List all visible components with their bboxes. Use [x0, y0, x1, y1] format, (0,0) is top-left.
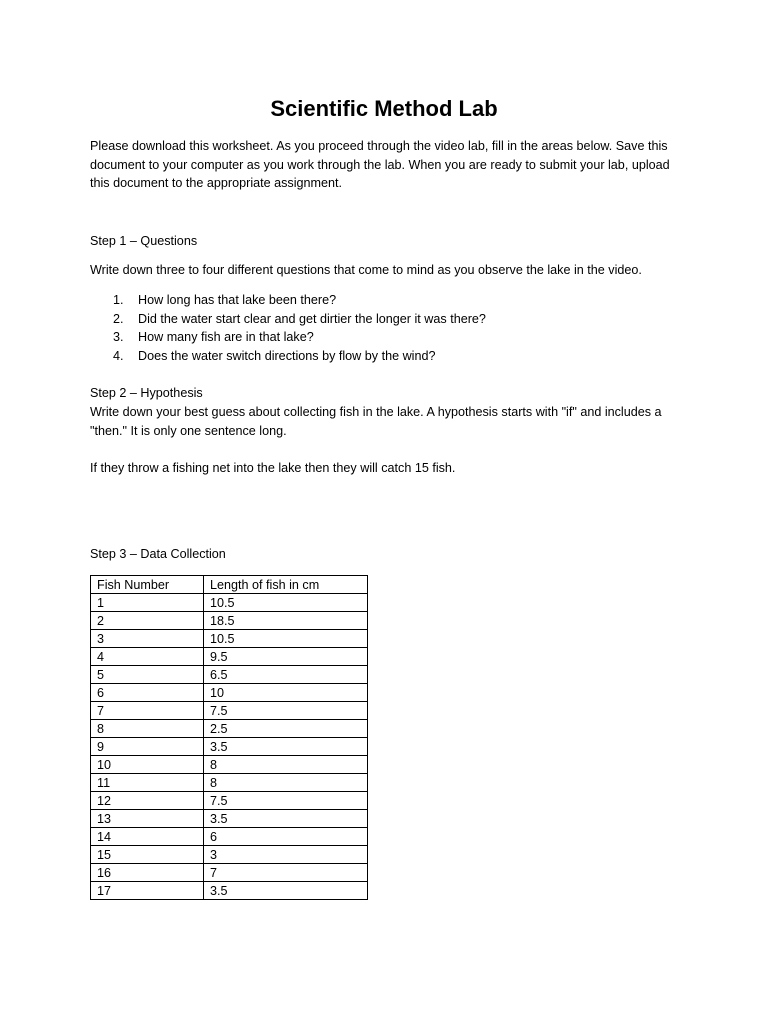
- fish-length-cell: 18.5: [204, 612, 368, 630]
- fish-length-cell: 7.5: [204, 702, 368, 720]
- table-row: [91, 594, 368, 612]
- table-row: [91, 864, 368, 882]
- fish-length-cell: 3: [204, 846, 368, 864]
- table-row: [91, 882, 368, 900]
- list-item: [90, 347, 690, 366]
- fish-number-cell: 13: [91, 810, 204, 828]
- list-item-text: Does the water switch directions by flow by the wind?: [138, 348, 436, 363]
- fish-length-cell: 6: [204, 828, 368, 846]
- intro-paragraph: Please download this worksheet. As you proceed through the video lab, fill in the areas below. Save this document to your computer as you work through the lab. When you are ready to submit your lab, upload this document to the appropriate assignment.: [90, 139, 670, 191]
- fish-number-cell: 12: [91, 792, 204, 810]
- table-row: [91, 684, 368, 702]
- table-row: [91, 792, 368, 810]
- table-row: [91, 738, 368, 756]
- fish-number-cell: 17: [91, 882, 204, 900]
- fish-length-cell: 3.5: [204, 738, 368, 756]
- fish-length-cell: 3.5: [204, 882, 368, 900]
- fish-length-cell: 10.5: [204, 594, 368, 612]
- list-item: [90, 310, 690, 329]
- table-row: [91, 774, 368, 792]
- list-item-number: 2.: [113, 311, 124, 326]
- hypothesis-answer: If they throw a fishing net into the lake then they will catch 15 fish.: [90, 461, 456, 475]
- fish-length-cell: 8: [204, 774, 368, 792]
- table-row: [91, 720, 368, 738]
- fish-length-cell: 2.5: [204, 720, 368, 738]
- step1-prompt: Write down three to four different questions that come to mind as you observe the lake in the video.: [90, 263, 642, 277]
- column-header-fish-number: Fish Number: [91, 576, 204, 594]
- column-header-length: Length of fish in cm: [204, 576, 368, 594]
- fish-length-cell: 8: [204, 756, 368, 774]
- list-item-text: How many fish are in that lake?: [138, 330, 314, 345]
- table-row: [91, 630, 368, 648]
- list-item-number: 4.: [113, 348, 124, 363]
- table-row: [91, 612, 368, 630]
- fish-length-cell: 7.5: [204, 792, 368, 810]
- list-item-text: How long has that lake been there?: [138, 293, 337, 307]
- fish-number-cell: 7: [91, 702, 204, 720]
- fish-length-cell: 10: [204, 684, 368, 702]
- fish-number-cell: 11: [91, 774, 204, 792]
- list-item: [90, 328, 690, 347]
- fish-number-cell: 14: [91, 828, 204, 846]
- table-body: [91, 594, 368, 900]
- fish-number-cell: 9: [91, 738, 204, 756]
- table-row: [91, 702, 368, 720]
- table-header-row: [91, 576, 368, 594]
- fish-number-cell: 5: [91, 666, 204, 684]
- step1-heading: Step 1 – Questions: [90, 234, 198, 248]
- fish-number-cell: 8: [91, 720, 204, 738]
- fish-number-cell: 6: [91, 684, 204, 702]
- fish-number-cell: 2: [91, 612, 204, 630]
- fish-length-cell: 10.5: [204, 630, 368, 648]
- questions-list: [90, 291, 690, 365]
- fish-length-cell: 7: [204, 864, 368, 882]
- fish-number-cell: 3: [91, 630, 204, 648]
- list-item-number: 1.: [113, 293, 124, 307]
- fish-number-cell: 10: [91, 756, 204, 774]
- table-row: [91, 846, 368, 864]
- fish-length-cell: 9.5: [204, 648, 368, 666]
- fish-number-cell: 1: [91, 594, 204, 612]
- table-row: [91, 666, 368, 684]
- table-row: [91, 828, 368, 846]
- list-item-number: 3.: [113, 330, 124, 345]
- step2-heading: Step 2 – Hypothesis: [90, 386, 203, 400]
- page-title: Scientific Method Lab: [270, 96, 498, 121]
- list-item: [90, 291, 690, 310]
- list-item-text: Did the water start clear and get dirtier the longer it was there?: [138, 311, 486, 326]
- fish-length-cell: 3.5: [204, 810, 368, 828]
- fish-number-cell: 4: [91, 648, 204, 666]
- table-row: [91, 810, 368, 828]
- table-row: [91, 756, 368, 774]
- fish-number-cell: 16: [91, 864, 204, 882]
- fish-number-cell: 15: [91, 846, 204, 864]
- step3-heading: Step 3 – Data Collection: [90, 547, 226, 561]
- fish-length-cell: 6.5: [204, 666, 368, 684]
- data-table: [90, 575, 368, 900]
- table-row: [91, 648, 368, 666]
- step2-prompt: Write down your best guess about collecting fish in the lake. A hypothesis starts with "if" and includes a "then." It is only one sentence long.: [90, 405, 662, 438]
